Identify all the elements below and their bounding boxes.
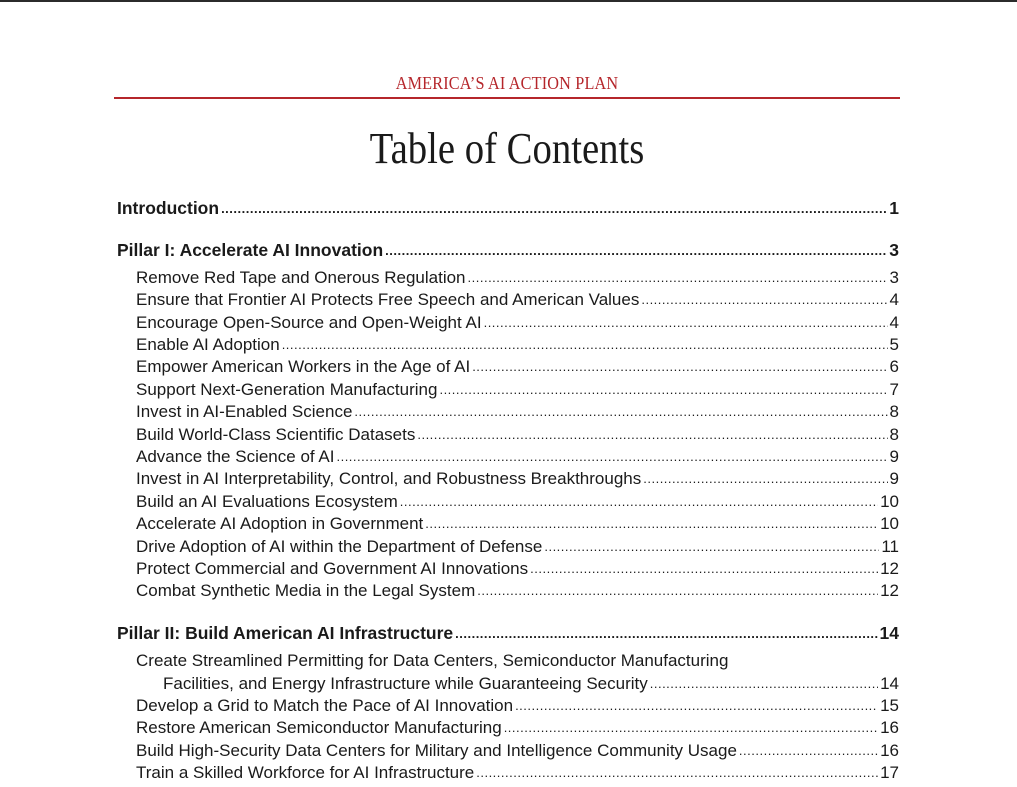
dot-leader (472, 356, 887, 378)
toc-page-number: 14 (880, 674, 899, 693)
toc-entry-label: Invest in AI Interpretability, Control, and Robustness Breakthroughs (136, 469, 642, 488)
toc-page-number: 10 (880, 492, 899, 511)
toc-entry[interactable] (136, 740, 899, 763)
toc-section-introduction[interactable] (117, 197, 899, 221)
toc-page-number: 10 (880, 514, 899, 533)
toc-page-number: 9 (889, 447, 899, 466)
header-divider (114, 97, 900, 99)
toc-entry-label: Introduction (117, 198, 220, 218)
toc-entry[interactable] (136, 536, 899, 559)
toc-entry[interactable] (136, 289, 899, 312)
dot-leader (425, 513, 878, 535)
toc-entry-label: Drive Adoption of AI within the Department of Defense (136, 537, 543, 556)
dot-leader (477, 580, 878, 602)
toc-page-number: 15 (880, 696, 899, 715)
toc-page-number: 5 (889, 335, 899, 354)
toc-entry-label: Ensure that Frontier AI Protects Free Speech and American Values (136, 290, 640, 309)
dot-leader (530, 558, 878, 580)
dot-leader (504, 717, 878, 739)
toc-page-number: 3 (889, 240, 899, 260)
toc-entry-label: Empower American Workers in the Age of AI (136, 357, 471, 376)
toc-entry-label: Enable AI Adoption (136, 335, 280, 354)
toc-entry[interactable] (136, 379, 899, 402)
toc-entry[interactable] (136, 446, 899, 469)
toc-entry[interactable] (136, 513, 899, 536)
toc-entry[interactable] (136, 401, 899, 424)
dot-leader (641, 289, 887, 311)
toc-page-number: 12 (880, 559, 899, 578)
toc-entry-label: Build High-Security Data Centers for Military and Intelligence Community Usage (136, 741, 737, 760)
toc-entry-label: Train a Skilled Workforce for AI Infrastructure (136, 763, 475, 782)
toc-entry-label: Combat Synthetic Media in the Legal System (136, 581, 476, 600)
toc-page-number: 8 (889, 425, 899, 444)
toc-entry[interactable] (136, 468, 899, 491)
toc-entry[interactable] (136, 717, 899, 740)
dot-leader (484, 312, 888, 334)
toc-page-number: 8 (889, 402, 899, 421)
toc-page-number: 9 (889, 469, 899, 488)
toc-page-number: 4 (889, 290, 899, 309)
toc-entry[interactable] (136, 267, 899, 290)
dot-leader (282, 334, 888, 356)
dot-leader (336, 446, 887, 468)
toc-entry[interactable] (136, 424, 899, 447)
toc-entry-label: Develop a Grid to Match the Pace of AI Innovation (136, 696, 514, 715)
toc-entry[interactable] (163, 673, 899, 696)
toc-page-number: 14 (879, 623, 899, 643)
dot-leader (221, 198, 887, 220)
toc-page-number: 12 (880, 581, 899, 600)
toc-entry[interactable] (136, 491, 899, 514)
toc-page-number: 3 (889, 268, 899, 287)
toc-page-number: 7 (889, 380, 899, 399)
toc-entry-label: Restore American Semiconductor Manufacturing (136, 718, 502, 737)
dot-leader (515, 695, 878, 717)
running-header-title: AMERICA’S AI ACTION PLAN (395, 73, 619, 93)
toc-entry[interactable] (136, 334, 899, 357)
toc-section-pillar-2[interactable] (117, 622, 899, 646)
dot-leader (476, 762, 878, 784)
toc-entry-label: Remove Red Tape and Onerous Regulation (136, 268, 466, 287)
toc-entry-label: Support Next-Generation Manufacturing (136, 380, 438, 399)
toc-page-number: 6 (889, 357, 899, 376)
dot-leader (643, 468, 887, 490)
toc-entry[interactable] (136, 695, 899, 718)
toc-entry-label: Build an AI Evaluations Ecosystem (136, 492, 398, 511)
dot-leader (455, 623, 877, 645)
page-title: Table of Contents (369, 124, 645, 173)
dot-leader (544, 536, 879, 558)
dot-leader (417, 424, 887, 446)
toc-entry-label: Encourage Open-Source and Open-Weight AI (136, 313, 482, 332)
toc-entry[interactable] (136, 312, 899, 335)
top-border-rule (0, 0, 1017, 2)
toc-section-pillar-1[interactable] (117, 239, 899, 263)
toc-entry-label: Pillar II: Build American AI Infrastructure (117, 623, 454, 643)
toc-entry-label: Facilities, and Energy Infrastructure while Guaranteeing Security (163, 674, 648, 693)
dot-leader (354, 401, 887, 423)
toc-entry[interactable] (136, 356, 899, 379)
toc-page-number: 17 (880, 763, 899, 782)
toc-page-number: 4 (889, 313, 899, 332)
toc-entry-label: Accelerate AI Adoption in Government (136, 514, 424, 533)
toc-entry-first-line[interactable]: Create Streamlined Permitting for Data Centers, Semiconductor Manufacturing (136, 651, 729, 670)
dot-leader (439, 379, 887, 401)
dot-leader (468, 267, 888, 289)
toc-page-number: 16 (880, 741, 899, 760)
dot-leader (400, 491, 878, 513)
toc-entry-label: Advance the Science of AI (136, 447, 335, 466)
toc-entry-label: Invest in AI-Enabled Science (136, 402, 353, 421)
toc-page-number: 1 (889, 198, 899, 218)
toc-entry-label: Pillar I: Accelerate AI Innovation (117, 240, 384, 260)
toc-entry[interactable] (136, 580, 899, 603)
toc-entry-label: Protect Commercial and Government AI Innovations (136, 559, 529, 578)
dot-leader (385, 240, 887, 262)
toc-entry[interactable] (136, 762, 899, 785)
toc-entry[interactable] (136, 558, 899, 581)
toc-entry-label: Build World-Class Scientific Datasets (136, 425, 416, 444)
dot-leader (739, 740, 878, 762)
toc-page-number: 11 (881, 537, 899, 556)
dot-leader (650, 673, 878, 695)
toc-page-number: 16 (880, 718, 899, 737)
